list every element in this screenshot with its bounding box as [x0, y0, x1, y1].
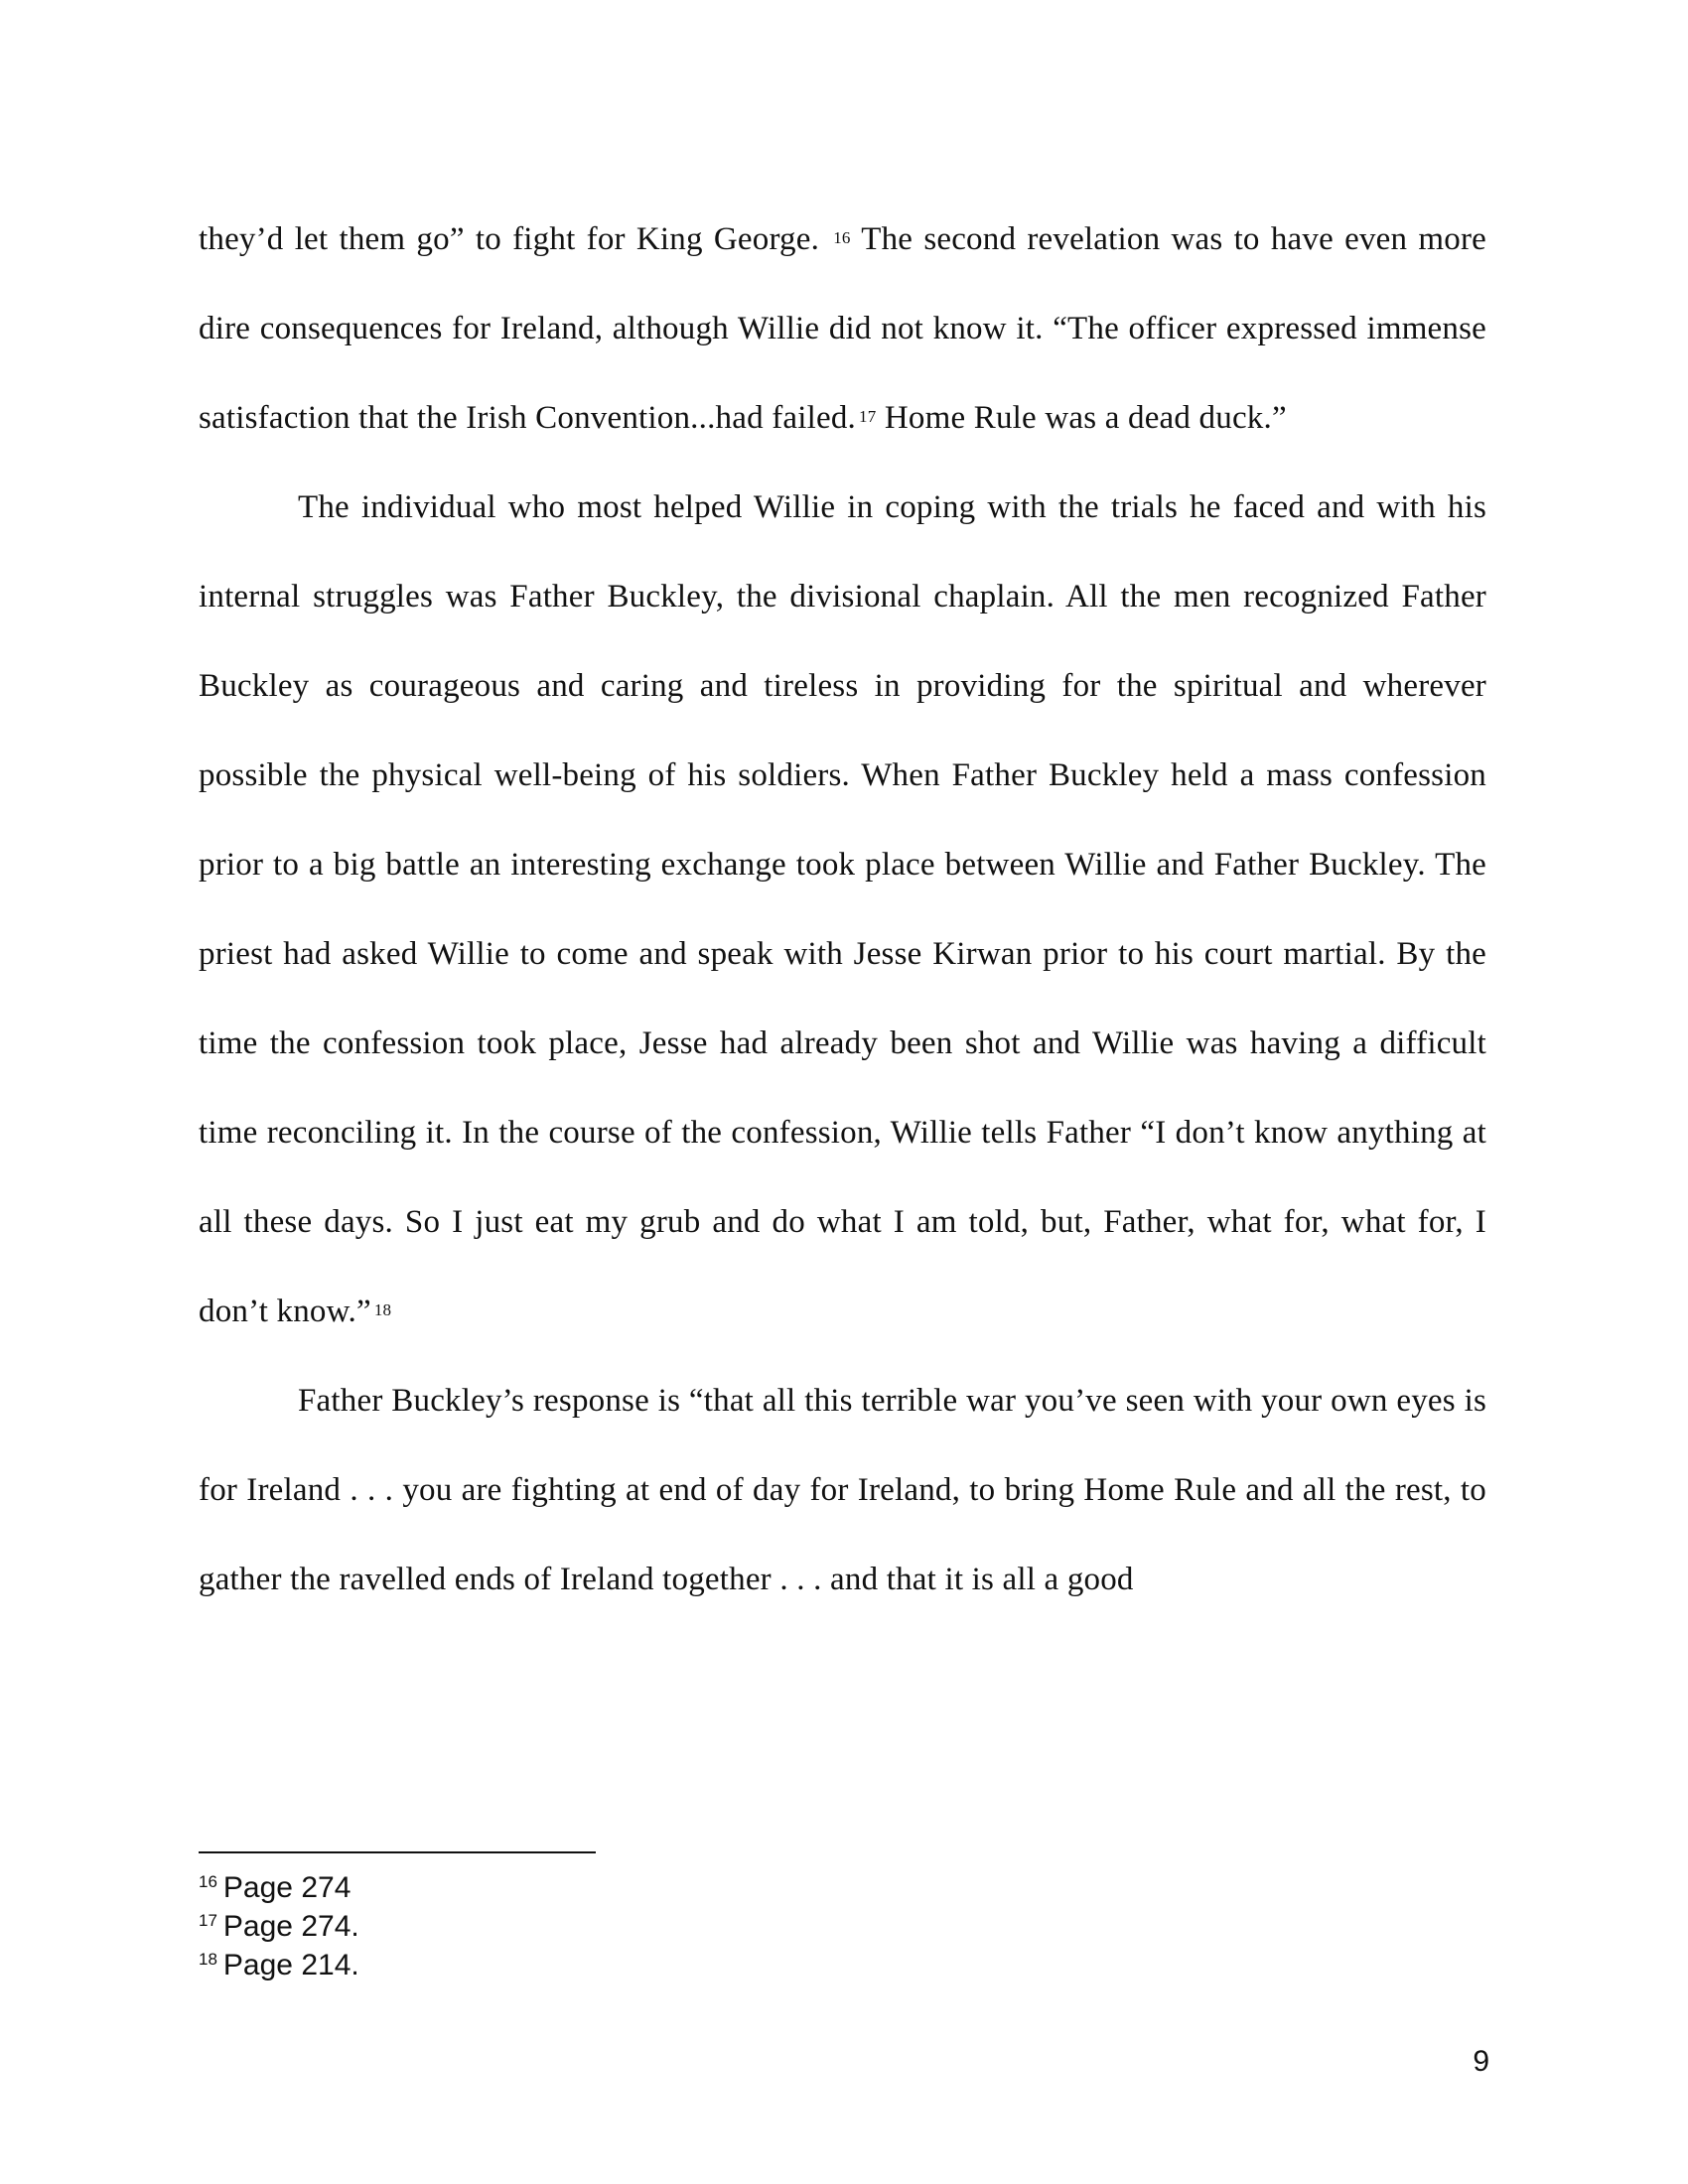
paragraph-text: Home Rule was a dead duck.” [876, 400, 1287, 436]
footnote-18 [199, 1946, 993, 1984]
footnote-number: 18 [199, 1950, 217, 1969]
footnote-17 [199, 1907, 993, 1946]
footnote-number: 17 [199, 1911, 217, 1930]
paragraph-text: The individual who most helped Willie in coping with the trials he faced and with his internal struggles was Father Buckley, the divisional chaplain. All the men recognized Father Buckley as courageous and caring and tireless in providing for the spiritual and wherever possible the physical well-being of his soldiers. When Father Buckley held a mass confession prior to a big battle an interesting exchange took place between Willie and Father Buckley. The priest had asked Willie to come and speak with Jesse Kirwan prior to his court martial. By the time the confession took place, Jesse had already been shot and Willie was having a difficult time reconciling it. In the course of the confession, Willie tells Father “I don’t know anything at all these days. So I just eat my grub and do what I am told, but, Father, what for, what for, I don’t know.” [199, 489, 1486, 1329]
footnote-text: Page 274 [222, 1871, 352, 1904]
paragraph-text: they’d let them go” to fight for King George. [199, 221, 831, 257]
footnote-separator [199, 1851, 596, 1853]
footnote-16 [199, 1868, 993, 1907]
footnote-text: Page 214. [222, 1949, 359, 1981]
paragraph-text: The second revelation was to have even more dire consequences for Ireland, although Willie did not know it. “The officer expressed immense satisfaction that the Irish Convention...had failed. [199, 221, 1486, 436]
footnote-reference-18[interactable]: 18 [373, 1300, 392, 1319]
page-number: 9 [1473, 2045, 1489, 2078]
paragraph-1 [199, 195, 1486, 463]
footnote-reference-17[interactable]: 17 [859, 407, 877, 426]
paragraph-3 [199, 1356, 1486, 1624]
footnote-number: 16 [199, 1872, 217, 1891]
paragraph-text: Father Buckley’s response is “that all this terrible war you’ve seen with your own eyes is for Ireland . . . you are fighting at end of day for Ireland, to bring Home Rule and all the rest, to gather the ravelled ends of Ireland together . . . and that it is all a good [199, 1383, 1486, 1597]
paragraph-2 [199, 463, 1486, 1356]
body-text [199, 195, 1486, 1624]
footnote-reference-16[interactable]: 16 [833, 228, 851, 247]
footnotes [199, 1868, 993, 1984]
footnote-text: Page 274. [222, 1910, 359, 1943]
